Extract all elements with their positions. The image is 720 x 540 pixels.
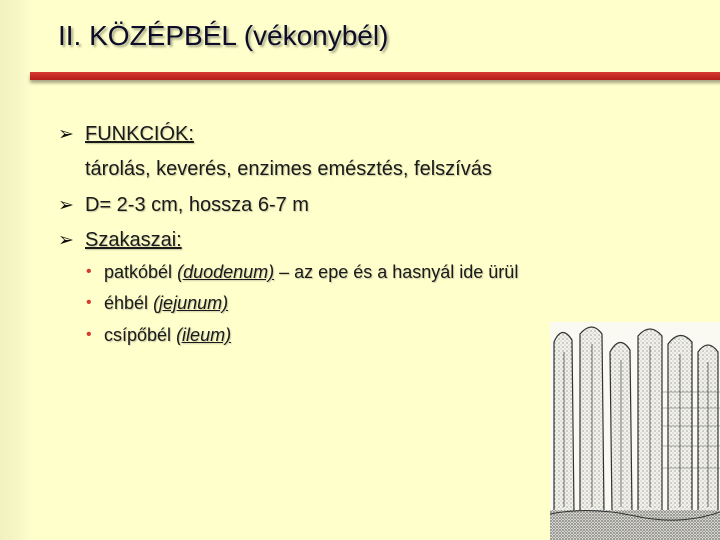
slide-title: II. KÖZÉPBÉL (vékonybél) — [58, 20, 389, 51]
dot-bullet-icon: • — [86, 263, 92, 280]
section-note: – az epe és a hasnyál ide ürül — [279, 262, 519, 282]
section-name: éhbél — [104, 293, 149, 313]
sections-heading: Szakaszai: — [85, 229, 182, 251]
arrow-bullet-icon: ➢ — [58, 230, 74, 251]
functions-text: tárolás, keverés, enzimes emésztés, felszívás — [85, 158, 492, 180]
functions-heading: FUNKCIÓK: — [85, 123, 194, 145]
arrow-bullet-icon: ➢ — [58, 195, 74, 216]
section-name: csípőbél — [104, 325, 172, 345]
arrow-bullet-icon: ➢ — [58, 124, 74, 145]
section-name: patkóbél — [104, 262, 173, 282]
section-item-ileum — [104, 325, 231, 346]
intestinal-villi-illustration — [550, 322, 720, 540]
section-latin: (ileum) — [176, 325, 232, 345]
section-item-jejunum — [104, 293, 228, 314]
section-latin: (duodenum) — [177, 262, 275, 282]
section-item-duodenum — [104, 262, 518, 283]
section-latin: (jejunum) — [153, 293, 229, 313]
dot-bullet-icon: • — [86, 294, 92, 311]
dot-bullet-icon: • — [86, 326, 92, 343]
diameter-length-text: D= 2-3 cm, hossza 6-7 m — [85, 194, 309, 216]
